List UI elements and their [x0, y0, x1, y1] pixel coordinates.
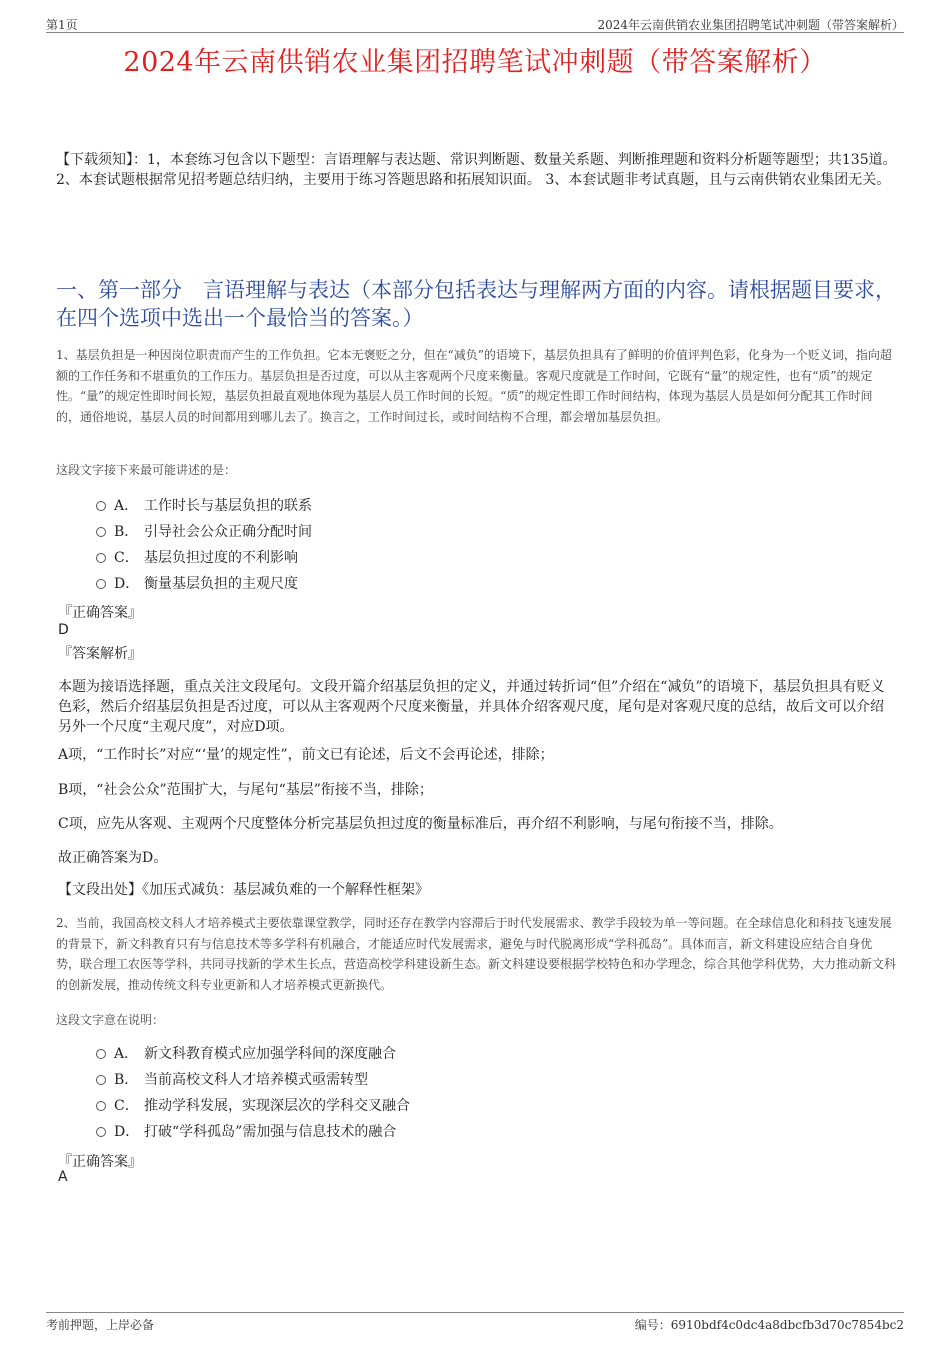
- q1-option-d[interactable]: D． 衡量基层负担的主观尺度: [96, 573, 298, 595]
- q2-option-c[interactable]: C． 推动学科发展，实现深层次的学科交叉融合: [96, 1095, 410, 1117]
- q1-analysis-main: 本题为接语选择题，重点关注文段尾句。文段开篇介绍基层负担的定义，并通过转折词“但”介绍在“减负”的语境下，基层负担具有贬义色彩，然后介绍基层负担是否过度，可以从主客观两个尺度来衡量，并具体介绍客观尺度，尾句是对客观尺度的总结，故后文可以介绍另外一个尺度“主观尺度”，对应D项。: [58, 679, 885, 735]
- q2-answer: A: [58, 1169, 68, 1185]
- q1-analysis-conclusion: 故正确答案为D。: [58, 850, 168, 866]
- radio-icon[interactable]: [96, 1101, 106, 1111]
- q1-analysis-c: C项，应先从客观、主观两个尺度整体分析完基层负担过度的衡量标准后，再介绍不利影响，与尾句衔接不当，排除。: [58, 816, 783, 832]
- question-2-prompt: 这段文字意在说明：: [56, 1013, 165, 1027]
- q1-option-b[interactable]: B． 引导社会公众正确分配时间: [96, 521, 312, 543]
- q1-option-a[interactable]: A． 工作时长与基层负担的联系: [96, 495, 312, 517]
- document-title: 2024年云南供销农业集团招聘笔试冲刺题（带答案解析）: [123, 47, 827, 78]
- q1-analysis-a: A项，“工作时长”对应“‘量’的规定性”，前文已有论述，后文不会再论述，排除；: [58, 747, 554, 763]
- q1-analysis-b: B项，“社会公众”范围扩大，与尾句“基层”衔接不当，排除；: [58, 782, 433, 798]
- download-notice: 【下载须知】：1，本套练习包含以下题型：言语理解与表达题、常识判断题、数量关系题、判断推理题和资料分析题等题型；共135道。 2、本套试题根据常见招考题总结归纳，主要用于练习答题思路和拓展知识面。 3、本套试题非考试真题，且与云南供销农业集团无关。: [56, 152, 897, 188]
- q2-answer-label: 『正确答案』: [58, 1154, 142, 1170]
- radio-icon[interactable]: [96, 527, 106, 537]
- question-1-prompt: 这段文字接下来最可能讲述的是：: [56, 463, 237, 477]
- section-heading: 一、第一部分 言语理解与表达（本部分包括表达与理解两方面的内容。请根据题目要求，在四个选项中选出一个最恰当的答案。）: [56, 278, 896, 330]
- q2-option-a[interactable]: A． 新文科教育模式应加强学科间的深度融合: [96, 1043, 396, 1065]
- radio-icon[interactable]: [96, 501, 106, 511]
- radio-icon[interactable]: [96, 1075, 106, 1085]
- radio-icon[interactable]: [96, 1049, 106, 1059]
- q1-source: 【文段出处】《加压式减负：基层减负难的一个解释性框架》: [58, 882, 429, 898]
- page-footer: [46, 1312, 904, 1331]
- q2-option-d[interactable]: D． 打破“学科孤岛”需加强与信息技术的融合: [96, 1121, 396, 1143]
- q1-analysis-label: 『答案解析』: [58, 646, 142, 662]
- header-doc-title: 2024年云南供销农业集团招聘笔试冲刺题（带答案解析）: [597, 18, 904, 32]
- q2-option-b[interactable]: B． 当前高校文科人才培养模式亟需转型: [96, 1069, 368, 1091]
- q1-answer-label: 『正确答案』: [58, 605, 142, 621]
- q1-option-c[interactable]: C． 基层负担过度的不利影响: [96, 547, 298, 569]
- radio-icon[interactable]: [96, 1127, 106, 1137]
- question-2-text: 2、当前，我国高校文科人才培养模式主要依靠课堂教学，同时还存在教学内容滞后于时代发展需求、教学手段较为单一等问题。在全球信息化和科技飞速发展的背景下，新文科教育只有与信息技术等多学科有机融合，才能适应时代发展需求，避免与时代脱离形成“学科孤岛”。具体而言，新文科建设应结合自身优势，联合理工农医等学科，共同寻找新的学术生长点，营造高校学科建设新生态。新文科建设要根据学校特色和办学理念，综合其他学科优势，大力推动新文科的创新发展，推动传统文科专业更新和人才培养模式更新换代。: [56, 916, 897, 992]
- radio-icon[interactable]: [96, 553, 106, 563]
- question-1-text: 1、基层负担是一种因岗位职责而产生的工作负担。它本无褒贬之分，但在“减负”的语境下，基层负担具有了鲜明的价值评判色彩，化身为一个贬义词，指向超额的工作任务和不堪重负的工作压力。基层负担是否过度，可以从主客观两个尺度来衡量。客观尺度就是工作时间，它既有“量”的规定性，也有“质”的规定性。“量”的规定性即时间长短，基层负担最直观地体现为基层人员工作时间的长短。“质”的规定性即工作时间结构，体现为基层人员是如何分配其工作时间的，通俗地说，基层人员的时间都用到哪儿去了。换言之，工作时间过长，或时间结构不合理，都会增加基层负担。: [56, 348, 892, 424]
- page-number: 第1页: [46, 18, 78, 32]
- radio-icon[interactable]: [96, 579, 106, 589]
- page-header: [46, 14, 904, 33]
- footer-slogan: 考前押题，上岸必备: [46, 1318, 155, 1332]
- q1-answer: D: [58, 622, 69, 638]
- document-id: 编号：6910bdf4c0dc4a8dbcfb3d70c7854bc2: [634, 1318, 904, 1332]
